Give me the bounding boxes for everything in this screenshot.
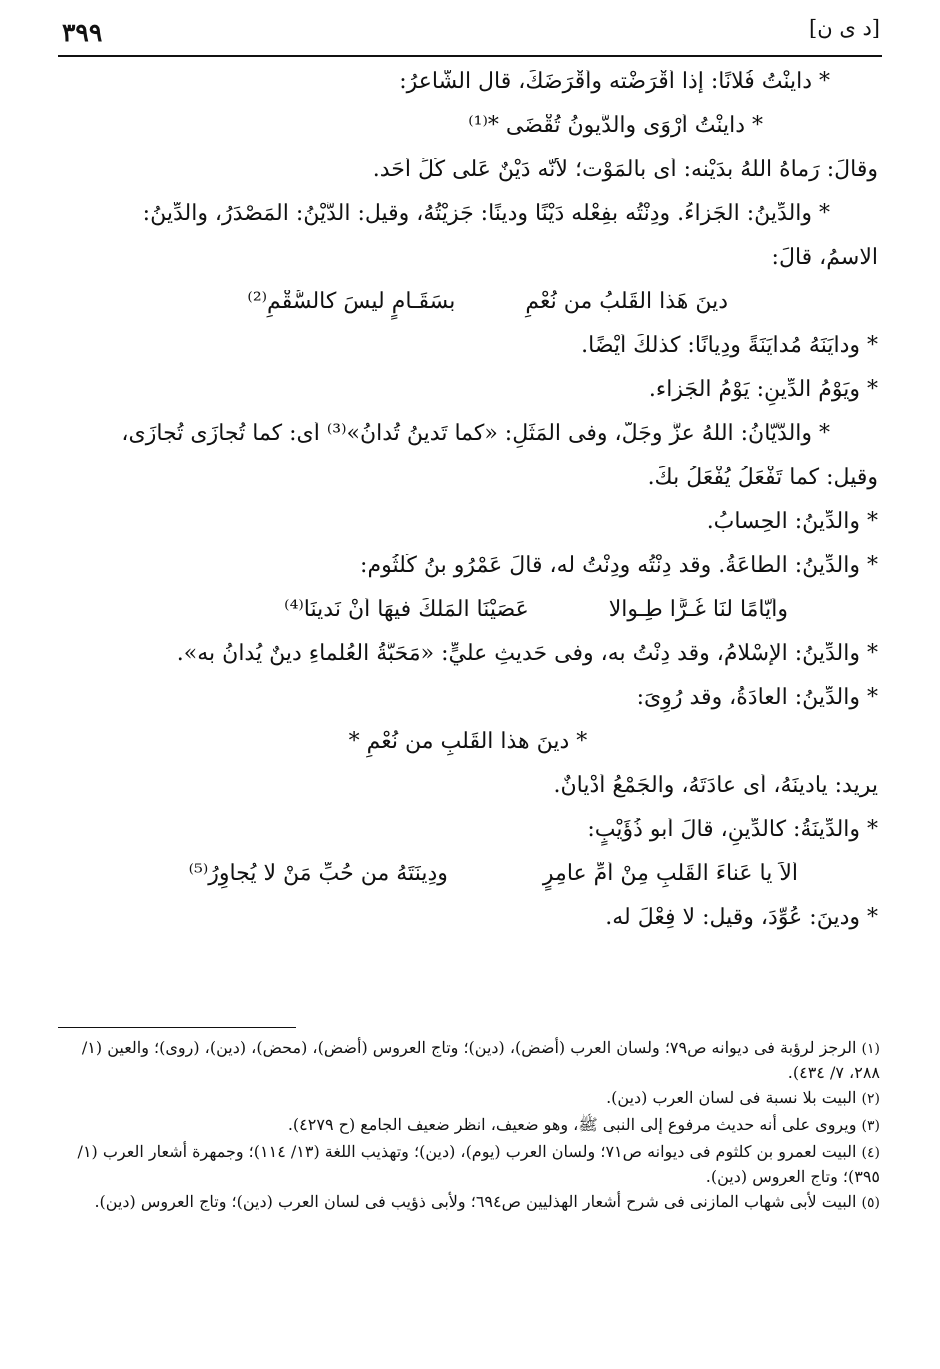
- text-line: * ودينَ: عُوِّدَ، وقيل: لا فِعْلَ له.: [605, 906, 878, 930]
- verse-second-hemistich: عَصَيْنَا المَلْكَ فيهَا أَنْ نَدينَا⁽⁴⁾: [284, 598, 529, 622]
- verse-first-hemistich: دينَ هَذا القَلْبُ من نُعْمِ: [525, 290, 728, 314]
- verse-line: [58, 290, 878, 334]
- text-line: وقالَ: رَماهُ اللهُ بدَيْنه: أى بالمَوْت؛ لأنَّه دَيْنٌ عَلَى كُلِّ أَحَد.: [372, 158, 878, 182]
- text-line: * والدِّينُ: الإسْلامُ، وقد دِنْتُ به، وفى حَديثِ عليٍّ: «مَحَبَّةُ العُلَماءِ دينٌ يُدانُ به».: [176, 642, 878, 666]
- footnote-number: (٢): [861, 1091, 880, 1107]
- footnote-number: (١): [861, 1041, 880, 1057]
- footnote: [58, 1086, 880, 1111]
- text-line: * والدَّيّانُ: اللهُ عزَّ وجَلَّ، وفى المَثَلِ: «كما تَدينُ تُدانُ»⁽³⁾ أى: كما تُجازَى تُجازَى،: [121, 422, 830, 446]
- text-line: * والدِّينُ: الحِسابُ.: [706, 510, 878, 534]
- page-number: ٣٩٩: [62, 18, 103, 47]
- text-line: * والدِّينَةُ: كالدِّينِ، قالَ أبو ذُؤَيْبٍ:: [587, 818, 878, 842]
- header-rule: [58, 55, 882, 57]
- root-letters-header: [د ى ن]: [809, 16, 880, 40]
- footnote-number: (٤): [861, 1145, 880, 1161]
- footnote-text: البيت لأبى شهاب المازنى فى شرح أشعار الهذليين ص٦٩٤؛ ولأبى ذؤيب فى لسان العرب (دين)؛ وتاج العروس (دين).: [94, 1192, 857, 1211]
- verse-line: [58, 598, 878, 642]
- main-text: [58, 70, 878, 950]
- footnote: [58, 1036, 880, 1084]
- text-line: يريد: يادينَهُ، أى عادَتَهُ، والجَمْعُ أَدْيانٌ.: [553, 774, 878, 798]
- text-line: * ودايَنَهُ مُدايَنَةً ودِيانًا: كذلكَ أيْضًا.: [581, 334, 878, 358]
- footnote-rule: [58, 1027, 296, 1028]
- footnotes: [58, 1036, 880, 1215]
- footnote-text: الرجز لرؤبة فى ديوانه ص٧٩؛ ولسان العرب (أضض)، (دين)؛ وتاج العروس (أضض)، (محض)، (دين)، (روى)؛ والعين (١/ ٢٨٨، ٧/ ٤٣٤).: [81, 1038, 880, 1082]
- text-line: * داينْتُ فُلانًا: إذا أَقْرَضْته وأَقْرَضَكَ، قال الشّاعرُ:: [399, 70, 830, 94]
- quoted-hemistich: * دينَ هذا القَلْبِ من نُعْمِ *: [348, 730, 588, 754]
- verse-first-hemistich: وأيّامًا لَنَا غُـرًّا طِـوالا: [608, 598, 788, 622]
- footnote-number: (٥): [861, 1195, 880, 1211]
- footnote: [58, 1113, 880, 1138]
- text-line: وقيل: كما تَفْعَلُ يُفْعَلُ بكَ.: [647, 466, 878, 490]
- text-line: * والدِّينُ: الجَزاءُ. ودِنْتُه بفِعْله دَيْنًا ودينًا: جَزيْتُهُ، وقيل: الدَّيْنُ: المَصْدَرُ، والدِّينُ:: [142, 202, 830, 226]
- text-line: الاسمُ، قالَ:: [771, 246, 878, 270]
- text-line: * والدِّينُ: العادَةُ، وقد رُوِىَ:: [636, 686, 878, 710]
- verse-first-hemistich: أَلاَ يا عَناءَ القَلْبِ مِنْ أُمِّ عامِرٍ: [542, 862, 798, 886]
- verse-second-hemistich: ودِينَتَهُ من حُبِّ مَنْ لا يُجاوِرُ⁽⁵⁾: [188, 862, 448, 886]
- text-line: * والدِّينُ: الطّاعَةُ. وقد دِنْتُه ودِنْتُ له، قالَ عَمْرُو بنُ كُلْثُوم:: [360, 554, 878, 578]
- footnote: [58, 1140, 880, 1188]
- footnote-text: ويروى على أنه حديث مرفوع إلى النبى ﷺ، وهو ضعيف، انظر ضعيف الجامع (ح ٤٢٧٩).: [287, 1115, 857, 1134]
- verse-second-hemistich: بسَقَـامٍ ليسَ كالسُّقْمِ⁽²⁾: [247, 290, 456, 314]
- footnote: [58, 1190, 880, 1215]
- verse-line: [58, 862, 878, 906]
- footnote-number: (٣): [861, 1118, 880, 1134]
- text-line: * ويَوْمُ الدِّينِ: يَوْمُ الجَزاء.: [648, 378, 878, 402]
- footnote-text: البيت بلا نسبة فى لسان العرب (دين).: [606, 1088, 857, 1107]
- rajaz-line: * داينْتُ أَرْوَى والدُّيونُ تُقْضَى *⁽¹⁾: [468, 114, 763, 138]
- footnote-text: البيت لعمرو بن كلثوم فى ديوانه ص٧١؛ ولسان العرب (يوم)، (دين)؛ وتهذيب اللغة (١٣/ ١١٤)؛ وجمهرة أشعار العرب (١/ ٣٩٥)؛ وتاج العروس (دين).: [77, 1142, 880, 1186]
